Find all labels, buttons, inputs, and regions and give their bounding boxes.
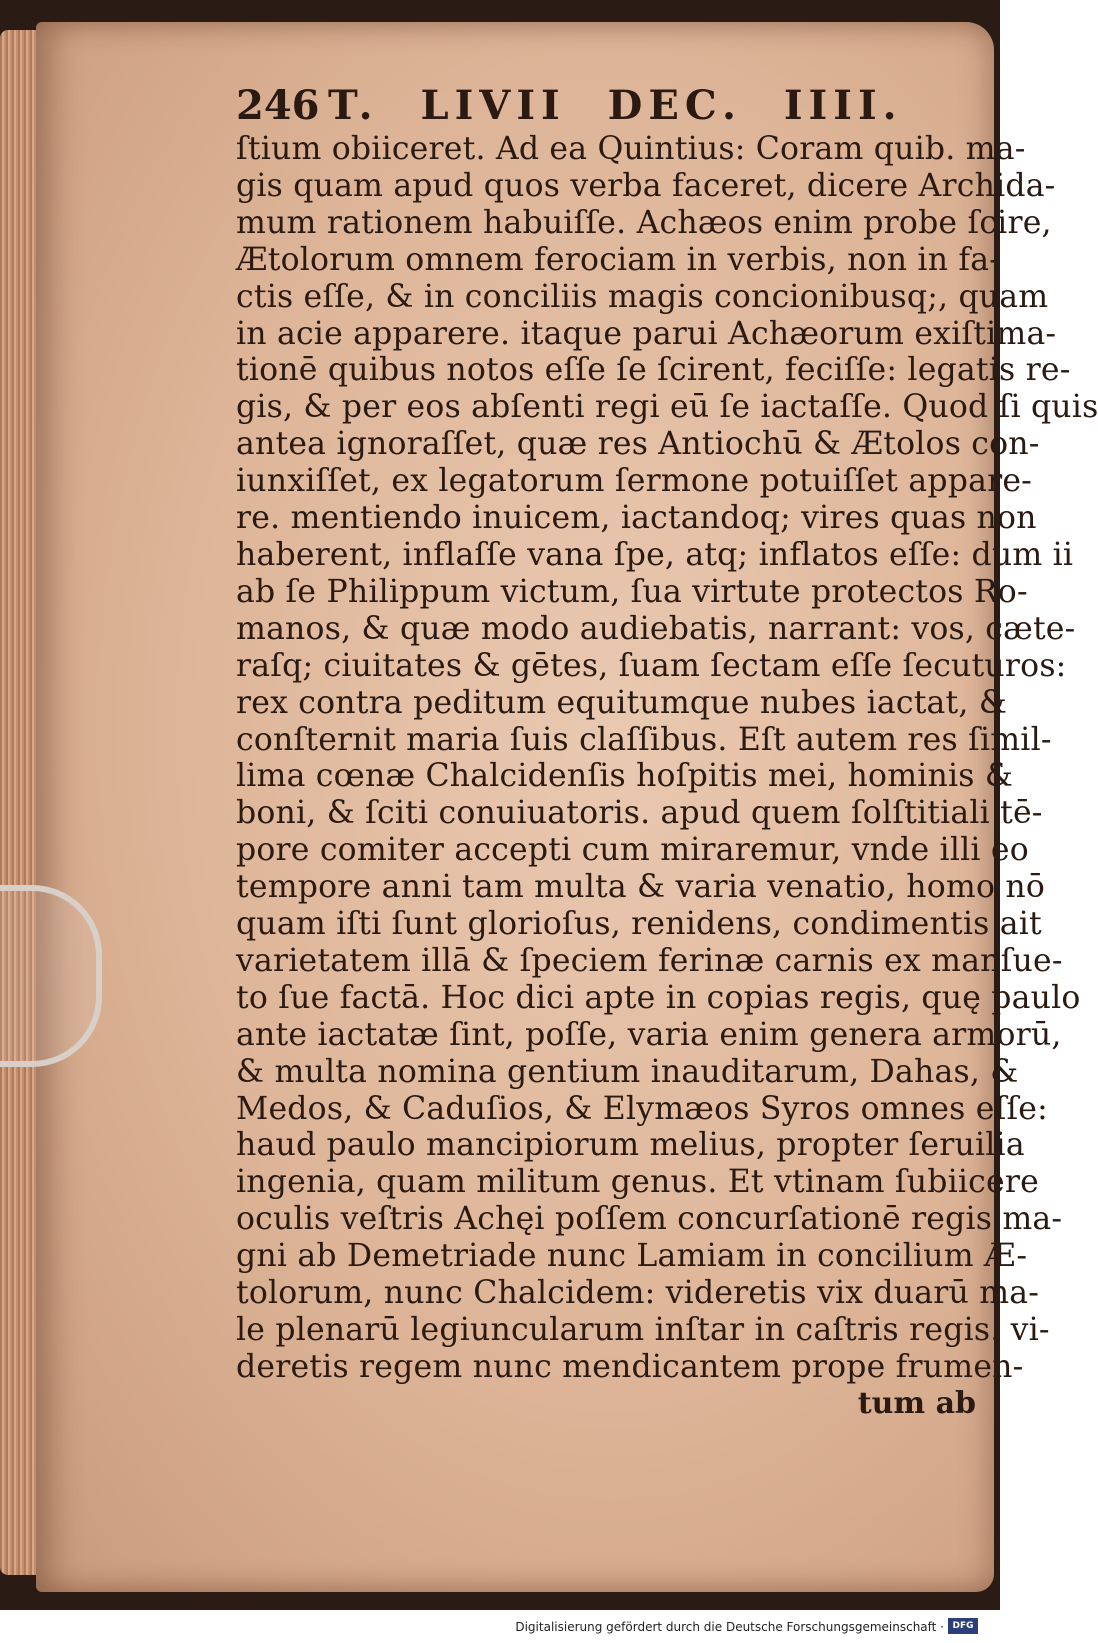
text-line: antea ignoraſſet, quæ res Antiochū & Ætolos con- (236, 426, 1040, 463)
text-line: conſternit maria ſuis claſſibus. Eſt autem res ſimil- (236, 721, 1052, 758)
page-header (236, 82, 976, 129)
text-line: to ſue factā. Hoc dici apte in copias regis, quę paulo (236, 979, 1081, 1016)
footer-credit: Digitalisierung gefördert durch die Deutsche Forschungsgemeinschaft · (515, 1620, 944, 1634)
text-line: manos, & quæ modo audiebatis, narrant: vos, cæte- (236, 610, 1076, 647)
footer (0, 1610, 1000, 1643)
text-line: pore comiter accepti cum miraremur, vnde illi eo (236, 832, 1029, 869)
text-line: ante iactatæ ſint, poſſe, varia enim genera armorū, (236, 1016, 1062, 1053)
text-line: re. mentiendo inuicem, iactandoq; vires quas non (236, 500, 1037, 537)
text-line: haberent, inflaſſe vana ſpe, atq; inflatos eſſe: dum ii (236, 536, 1074, 573)
text-line: rex contra peditum equitumque nubes iactat, & (236, 684, 1008, 721)
text-line: iunxiſſet, ex legatorum ſermone potuiſſet appare- (236, 463, 1033, 500)
text-line: gis quam apud quos verba faceret, dicere Archida- (236, 167, 1056, 204)
text-line: gis, & per eos abſenti regi eū ſe iactaſſe. Quod ſi quis (236, 389, 1098, 426)
book-page (36, 22, 1098, 1592)
text-line: mum rationem habuiſſe. Achæos enim probe ſcire, (236, 204, 1052, 241)
text-line: lima cœnæ Chalcidenſis hoſpitis mei, hominis & (236, 758, 1014, 795)
text-line: le plenarū legiuncularum inſtar in caſtris regis. vi- (236, 1312, 1050, 1348)
text-line: raſq; ciuitates & gētes, ſuam ſectam eſſe ſecuturos: (236, 647, 1067, 684)
page-content (236, 82, 1098, 1422)
text-line: deretis regem nunc mendicantem prope frumen- (236, 1348, 1024, 1385)
text-line: ſtium obiiceret. Ad ea Quintius: Coram quib. ma- (236, 131, 1026, 167)
text-line: ctis eſſe, & in conciliis magis concionibusq;, quam (236, 278, 1049, 315)
text-line: tempore anni tam multa & varia venatio, homo nō (236, 869, 1045, 906)
text-line: tolorum, nunc Chalcidem: videretis vix duarū ma- (236, 1275, 1040, 1312)
text-line: quam iſti ſunt glorioſus, renidens, condimentis ait (236, 906, 1042, 943)
text-line: in acie apparere. itaque parui Achæorum exiſtima- (236, 315, 1057, 352)
text-line: varietatem illā & ſpeciem ferinæ carnis ex manſue- (236, 942, 1063, 979)
text-line: ingenia, quam militum genus. Et vtinam ſubiicere (236, 1164, 1039, 1201)
text-line: gni ab Demetriade nunc Lamiam in concilium Æ- (236, 1238, 1028, 1275)
text-line: haud paulo mancipiorum melius, propter ſeruilia (236, 1127, 1025, 1164)
text-line: boni, & ſciti conuiuatoris. apud quem ſolſtitiali tē- (236, 795, 1043, 832)
page-number: 246 (236, 82, 320, 129)
text-line: Ætolorum omnem ferociam in verbis, non in fa- (236, 241, 1001, 278)
text-line: oculis veſtris Achęi poſſem concurſationē regis ma- (236, 1201, 1063, 1238)
running-title: T. LIVII DEC. IIII. (328, 82, 903, 129)
dfg-logo: DFG (948, 1618, 978, 1634)
text-line: tionē quibus notos eſſe ſe ſcirent, feciſſe: legatis re- (236, 352, 1071, 389)
text-body (236, 131, 1098, 1386)
book-clasp (0, 885, 102, 1067)
catchword: tum ab (857, 1385, 976, 1421)
text-line: Medos, & Caduſios, & Elymæos Syros omnes eſſe: (236, 1090, 1048, 1127)
text-line: & multa nomina gentium inauditarum, Dahas, & (236, 1053, 1019, 1090)
text-line: ab ſe Philippum victum, ſua virtute protectos Ro- (236, 573, 1028, 610)
